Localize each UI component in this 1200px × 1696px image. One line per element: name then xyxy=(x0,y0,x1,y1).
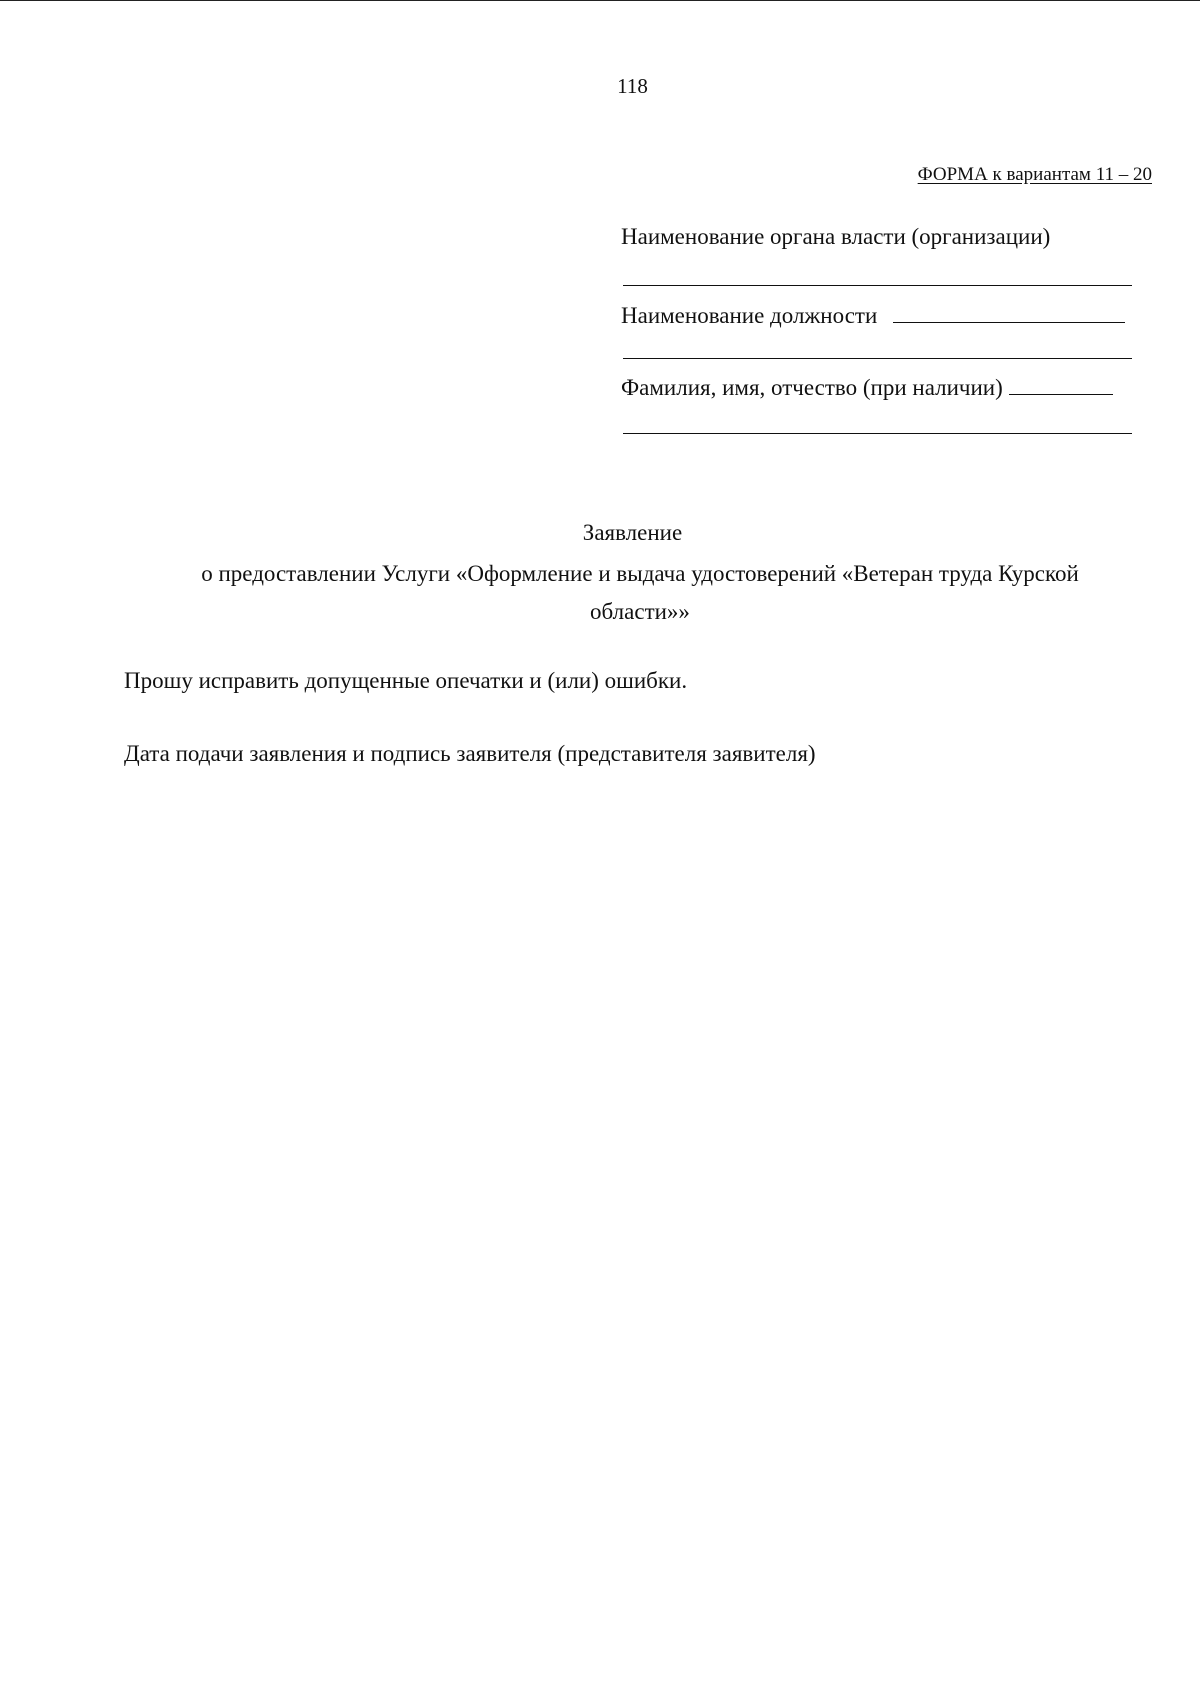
fio-label: Фамилия, имя, отчество (при наличии) xyxy=(621,375,1003,400)
application-title: Заявление xyxy=(582,520,683,545)
application-subtitle: о предоставлении Услуги «Оформление и выдача удостоверений «Ветеран труда Курской области»» xyxy=(201,561,1079,624)
position-blank-line-2 xyxy=(623,358,1132,359)
position-label: Наименование должности xyxy=(621,303,878,328)
fio-blank xyxy=(1009,372,1113,395)
position-blank xyxy=(893,300,1125,323)
position-row xyxy=(621,300,1125,329)
scan-top-edge xyxy=(0,0,1200,1)
form-variant-label: ФОРМА к вариантам 11 – 20 xyxy=(917,164,1152,185)
page-number: 118 xyxy=(617,74,648,98)
request-text: Прошу исправить допущенные опечатки и (или) ошибки. xyxy=(124,668,688,693)
signature-date-text: Дата подачи заявления и подпись заявителя (представителя заявителя) xyxy=(124,741,816,766)
organ-name-label: Наименование органа власти (организации) xyxy=(621,224,1051,249)
organ-name-blank-line xyxy=(623,285,1132,286)
fio-blank-line-2 xyxy=(623,433,1132,434)
fio-row xyxy=(621,372,1113,401)
